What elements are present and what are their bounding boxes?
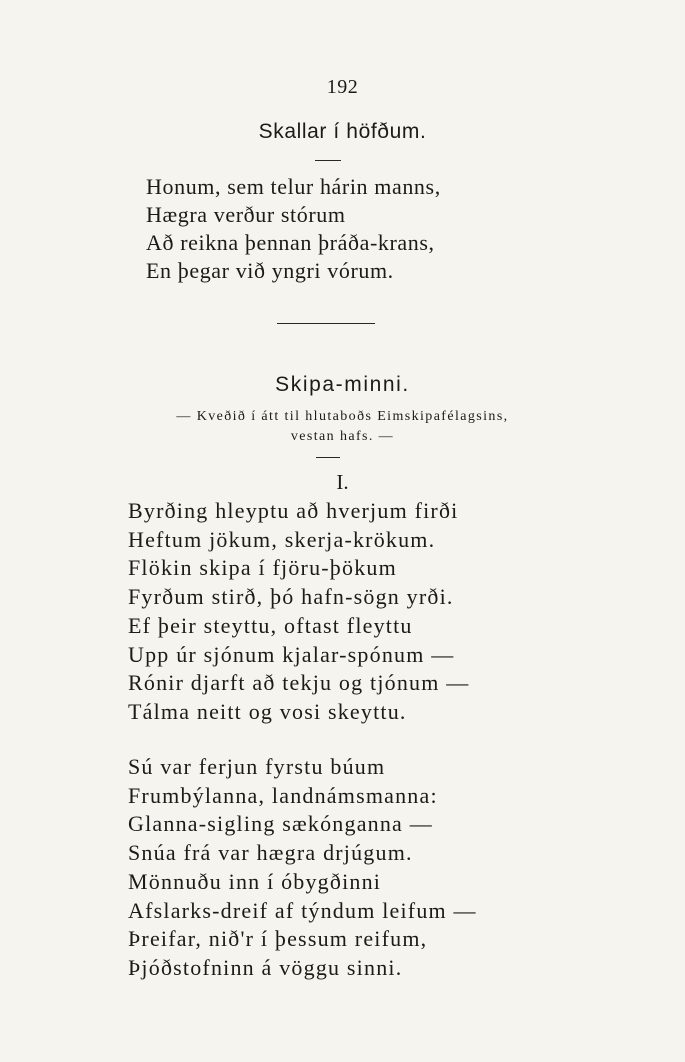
verse-line: Að reikna þennan þráða-krans, [146,230,435,255]
verse-line: Afslarks-dreif af týndum leifum — [128,897,477,923]
verse-line: Frumbýlanna, landnámsmanna: [128,782,438,808]
verse-line: Ef þeir steyttu, oftast fleyttu [128,612,413,638]
verse-line: Rónir djarft að tekju og tjónum — [128,670,470,696]
verse-line: Sú var ferjun fyrstu búum [128,754,386,779]
verse-line: Þjóðstofninn á vöggu sinni. [128,954,403,980]
verse-line: Hægra verður stórum [146,202,346,227]
verse-line: Honum, sem telur hárin manns, [146,174,441,199]
poem-subtitle [0,407,685,447]
section-divider [277,323,375,324]
verse-line: Snúa frá var hægra drjúgum. [128,840,413,866]
short-divider [316,457,340,458]
page-number: 192 [326,76,359,98]
verse-line: Heftum jökum, skerja-krökum. [128,526,436,552]
poem-skallar-stanza [146,173,441,285]
verse-line: Flökin skipa í fjöru-þökum [128,555,397,581]
verse-line: Mönnuðu inn í óbygðinni [128,868,382,894]
poem-skipa-stanza-2 [128,753,477,983]
verse-line: Fyrðum stirð, þó hafn-sögn yrði. [128,584,454,610]
verse-line: Tálma neitt og vosi skeyttu. [128,698,407,724]
section-numeral: I. [336,470,349,494]
verse-line: Byrðing hleyptu að hverjum firði [128,498,459,523]
verse-line: Þreifar, nið'r í þessum reifum, [128,926,428,952]
poem-title-skipa-minni: Skipa-minni. [275,373,410,396]
verse-line: Glanna-sigling sækónganna — [128,811,433,837]
verse-line: En þegar við yngri vórum. [146,258,394,283]
subtitle-line: — Kveðið í átt til hlutaboðs Eimskipafélagsins, [176,409,509,424]
subtitle-line: vestan hafs. — [290,429,395,444]
poem-title-skallar: Skallar í höfðum. [258,120,427,143]
poem-skipa-stanza-1 [128,497,469,727]
verse-line: Upp úr sjónum kjalar-spónum — [128,641,455,667]
short-divider [315,160,341,161]
